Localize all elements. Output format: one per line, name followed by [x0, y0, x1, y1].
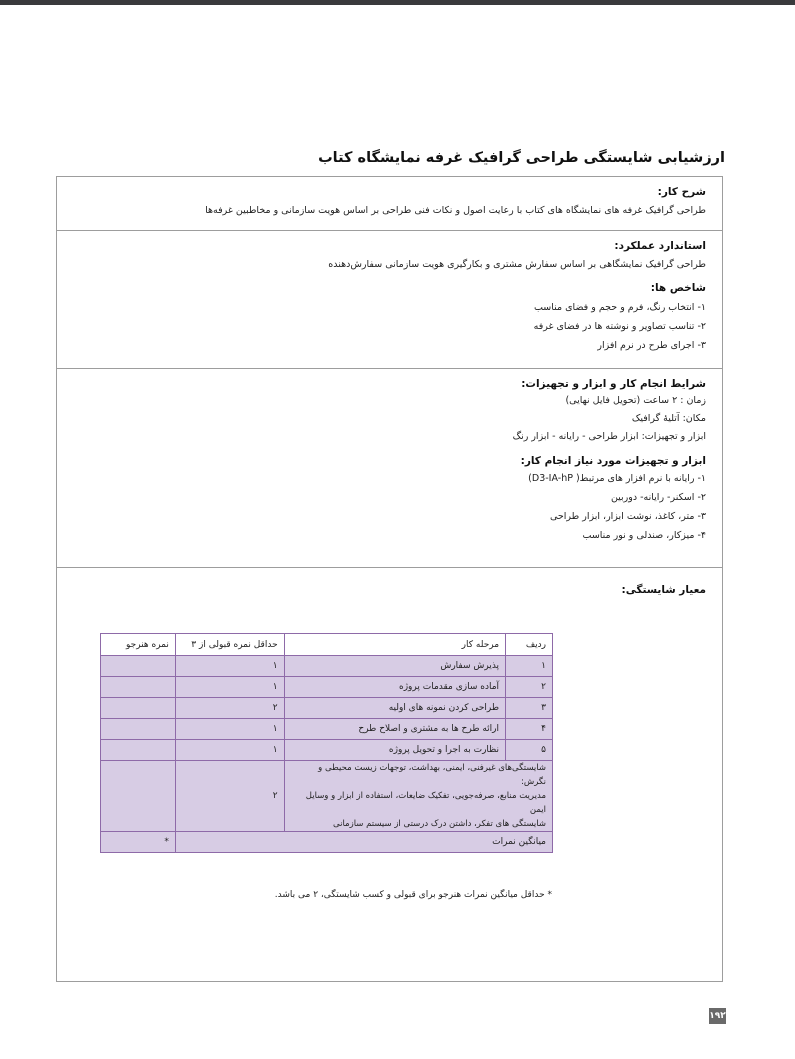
student-score-cell	[101, 656, 176, 677]
criteria-section	[57, 568, 722, 981]
stage-cell: آماده سازی مقدمات پروژه	[284, 677, 505, 698]
condition-line: زمان : ۲ ساعت (تحویل فایل نهایی)	[565, 395, 706, 406]
table-row	[101, 677, 553, 698]
min-score-cell: ۲	[175, 698, 284, 719]
indicator-item: ۲- تناسب تصاویر و نوشته ها در فضای غرفه	[533, 321, 706, 332]
min-score-cell: ۱	[175, 740, 284, 761]
assessment-frame	[56, 176, 723, 982]
indicators-heading: شاخص ها:	[650, 282, 706, 294]
tools-heading: ابزار و تجهیزات مورد نیاز انجام کار:	[520, 455, 706, 467]
standard-heading: استاندارد عملکرد:	[614, 240, 706, 252]
tool-item: ۴- میزکار، صندلی و نور مناسب	[582, 530, 706, 541]
conditions-section	[57, 369, 722, 568]
page-number: ۱۹۲	[709, 1008, 726, 1024]
min-score-cell: ۲	[175, 761, 284, 832]
soft-skills-cell	[284, 761, 552, 832]
average-mark: *	[101, 832, 176, 853]
soft-skills-row	[101, 761, 553, 832]
indicator-item: ۱- انتخاب رنگ، فرم و حجم و فضای مناسب	[533, 302, 706, 313]
page-title: ارزشیابی شایستگی طراحی گرافیک غرفه نمایشگاه کتاب	[318, 150, 725, 166]
row-number: ۳	[506, 698, 553, 719]
average-label: میانگین نمرات	[175, 832, 552, 853]
job-description-section	[57, 177, 722, 231]
job-description-heading: شرح کار:	[657, 186, 706, 198]
min-score-cell: ۱	[175, 719, 284, 740]
stage-cell: ارائه طرح ها به مشتری و اصلاح طرح	[284, 719, 505, 740]
header-row-number: ردیف	[506, 634, 553, 656]
conditions-heading: شرایط انجام کار و ابزار و تجهیزات:	[521, 378, 706, 390]
student-score-cell	[101, 719, 176, 740]
min-score-cell: ۱	[175, 656, 284, 677]
min-score-cell: ۱	[175, 677, 284, 698]
tool-item: ۱- رایانه با نرم افزار های مرتبط( D3-IA-hP)	[528, 473, 706, 484]
tool-item: ۲- اسکنر- رایانه- دوربین	[610, 492, 706, 503]
student-score-cell	[101, 677, 176, 698]
student-score-cell	[101, 740, 176, 761]
header-student-score: نمره هنرجو	[101, 634, 176, 656]
indicator-item: ۳- اجرای طرح در نرم افزار	[597, 340, 706, 351]
table-header-row	[101, 634, 553, 656]
condition-line: ابزار و تجهیزات: ابزار طراحی - رایانه - ابزار رنگ	[512, 431, 706, 442]
top-border	[0, 0, 795, 5]
row-number: ۱	[506, 656, 553, 677]
student-score-cell	[101, 761, 176, 832]
stage-cell: طراحی کردن نمونه های اولیه	[284, 698, 505, 719]
table-row	[101, 656, 553, 677]
performance-standard-section	[57, 231, 722, 369]
footnote: * حداقل میانگین نمرات هنرجو برای قبولی و کسب شایستگی، ۲ می باشد.	[274, 890, 552, 900]
header-stage: مرحله کار	[284, 634, 505, 656]
standard-text: طراحی گرافیک نمایشگاهی بر اساس سفارش مشتری و بکارگیری هویت سازمانی سفارش‌دهنده	[328, 259, 706, 270]
row-number: ۲	[506, 677, 553, 698]
table-row	[101, 719, 553, 740]
row-number: ۴	[506, 719, 553, 740]
average-row	[101, 832, 553, 853]
condition-line: مکان: آتلیهٔ گرافیک	[631, 413, 706, 424]
header-min-score: حداقل نمره قبولی از ۳	[175, 634, 284, 656]
tool-item: ۳- متر، کاغذ، نوشت ابزار، ابزار طراحی	[549, 511, 706, 522]
job-description-text: طراحی گرافیک غرفه های نمایشگاه های کتاب با رعایت اصول و نکات فنی طراحی بر اساس هویت سازمانی و مخاطبین غرفه‌ها	[205, 205, 706, 216]
soft-skills-line: شایستگی های تفکر، داشتن درک درستی از سیستم سازمانی	[333, 819, 546, 829]
soft-skills-line: شایستگی‌های غیرفنی، ایمنی، بهداشت، توجهات زیست محیطی و نگرش:	[318, 763, 546, 787]
stage-cell: پذیرش سفارش	[284, 656, 505, 677]
soft-skills-line: مدیریت منابع، صرفه‌جویی، تفکیک ضایعات، استفاده از ابزار و وسایل ایمن	[305, 791, 546, 815]
criteria-table	[100, 633, 553, 853]
student-score-cell	[101, 698, 176, 719]
stage-cell: نظارت به اجرا و تحویل پروژه	[284, 740, 505, 761]
table-row	[101, 698, 553, 719]
table-row	[101, 740, 553, 761]
criteria-heading: معیار شایستگی:	[621, 584, 706, 596]
row-number: ۵	[506, 740, 553, 761]
